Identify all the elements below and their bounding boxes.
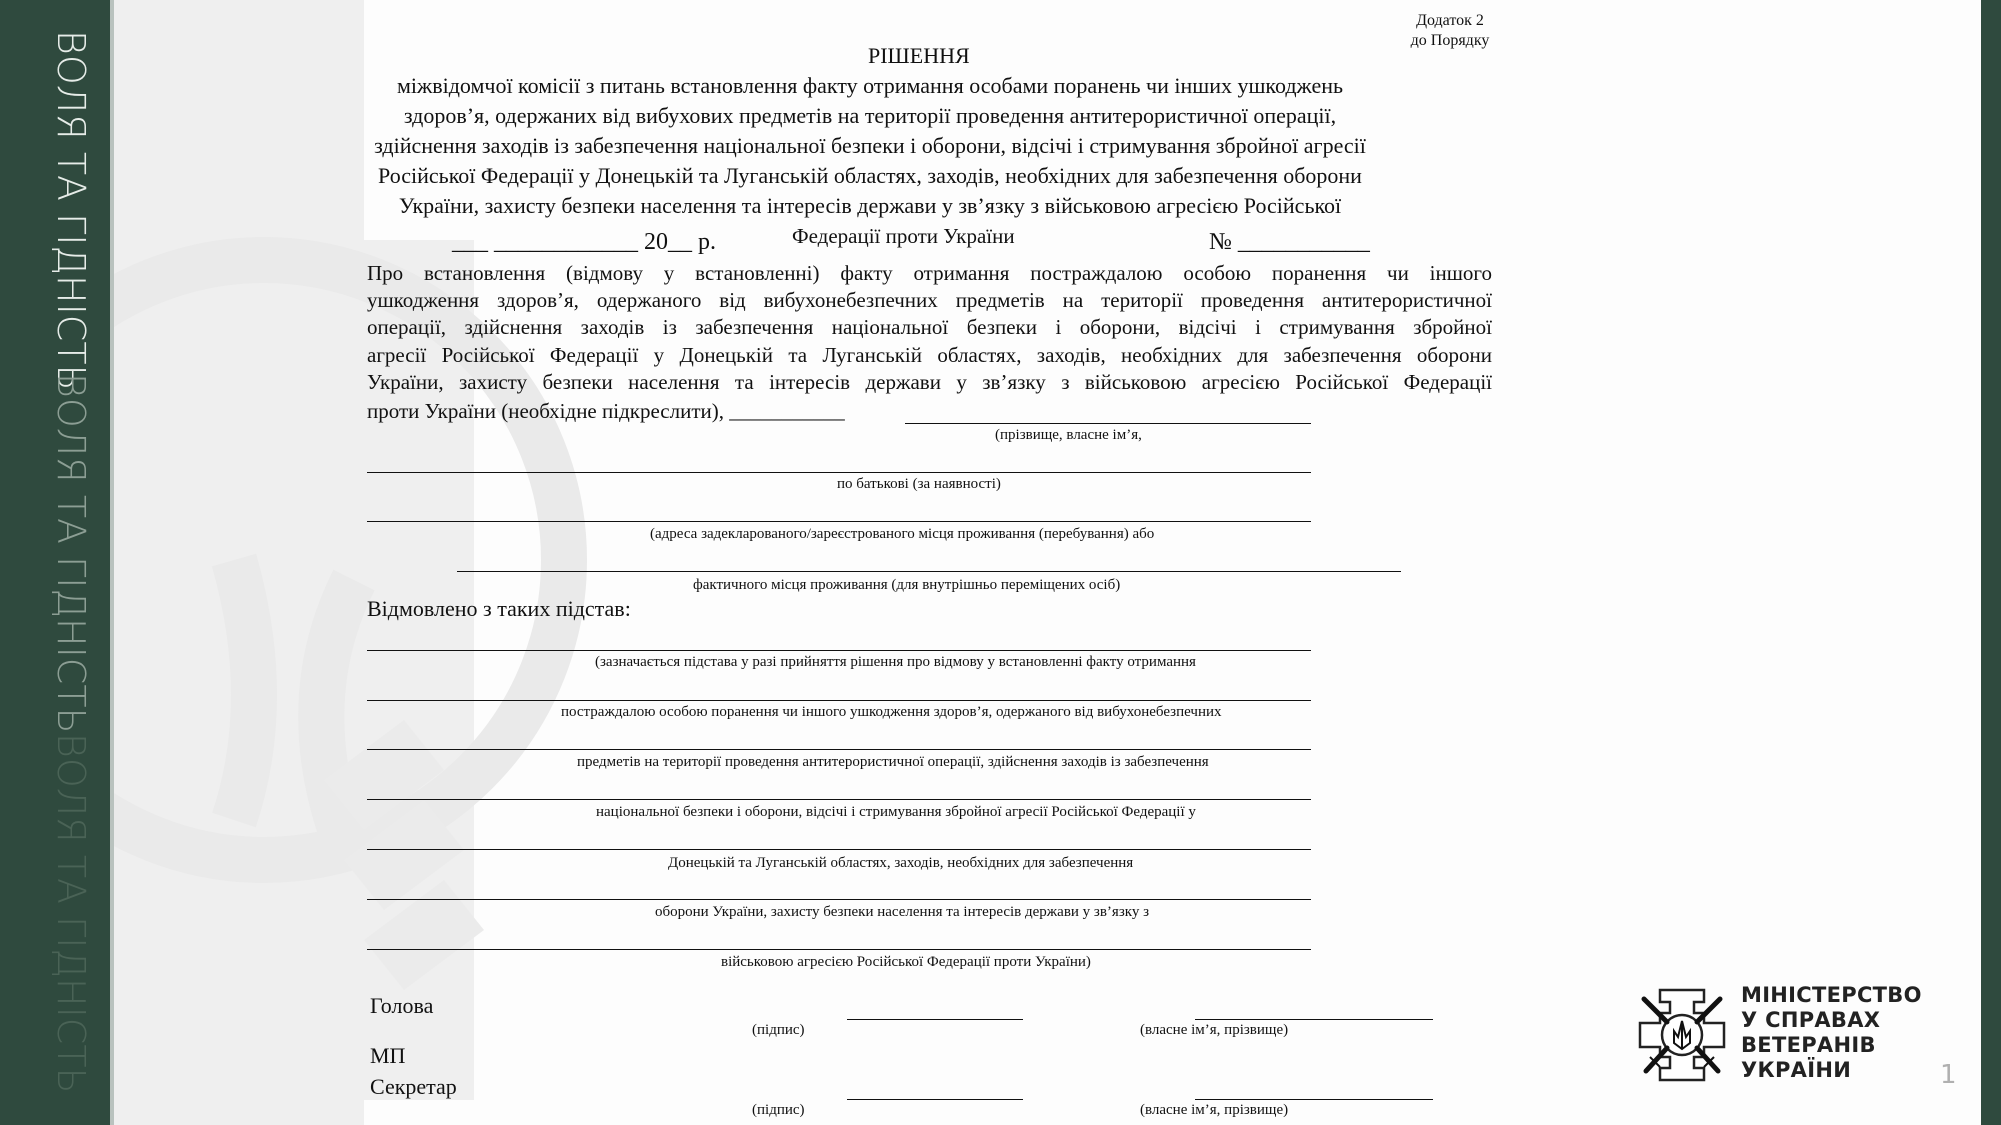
refusal-label: Відмовлено з таких підстав:	[367, 596, 631, 621]
signature-role: Секретар	[370, 1074, 457, 1099]
appendix-line: Додаток 2	[1416, 12, 1484, 29]
heading-line: України, захисту безпеки населення та інтересів держави у зв’язку з військовою агресією Російської	[398, 193, 1342, 218]
document-title: РІШЕННЯ	[868, 43, 970, 68]
logo-line: ВЕТЕРАНІВ	[1741, 1033, 1876, 1057]
refusal-reason-line[interactable]	[367, 949, 1311, 950]
name-caption: (власне ім’я, прізвище)	[1140, 1102, 1289, 1118]
name-caption: (власне ім’я, прізвище)	[1140, 1022, 1289, 1038]
appendix-note	[1400, 11, 1500, 51]
refusal-caption: Донецькій та Луганській областях, заходів, необхідних для забезпечення	[668, 855, 1134, 871]
refusal-caption: військовою агресією Російської Федерації проти України)	[721, 954, 1091, 970]
signature-role: Голова	[370, 993, 434, 1018]
name-line[interactable]	[1195, 1099, 1433, 1100]
signature-line[interactable]	[847, 1099, 1023, 1100]
field-caption: фактичного місця проживання (для внутрішньо переміщених осіб)	[693, 577, 1121, 593]
number-field[interactable]: № ___________	[1209, 229, 1370, 255]
refusal-caption: (зазначається підстава у разі прийняття рішення про відмову у встановленні факту отримання	[595, 654, 1196, 670]
logo-line: У СПРАВАХ	[1741, 1008, 1881, 1032]
refusal-caption: постраждалою особою поранення чи іншого ушкодження здоров’я, одержаного від вибухонебезпечних	[561, 704, 1222, 720]
ministry-emblem-icon	[1632, 985, 1732, 1085]
field-caption: по батькові (за наявності)	[837, 476, 1001, 492]
appendix-line: до Порядку	[1410, 32, 1490, 49]
heading-line: міжвідомчої комісії з питань встановлення факту отримання особами поранень чи інших ушкоджень	[396, 73, 1344, 98]
heading-line: Федерації проти України	[792, 224, 1015, 248]
slogan-text: ВОЛЯ ТА ГІДНІСТЬ	[49, 733, 93, 1094]
refusal-reason-line[interactable]	[367, 700, 1311, 701]
body-line: проти України (необхідне підкреслити), ___________	[367, 399, 845, 423]
body-line: агресії Російської Федерації у Донецькій та Луганській областях, заходів, необхідних для забезпечення оборони	[367, 343, 1492, 367]
signature-line[interactable]	[847, 1019, 1023, 1020]
slide-page-number: 1	[1940, 1060, 1957, 1090]
actual-address-input-line[interactable]	[457, 571, 1401, 572]
heading-line: Російської Федерації у Донецькій та Луганській областях, заходів, необхідних для забезпечення оборони	[378, 163, 1362, 188]
date-field[interactable]: ___ ____________ 20__ р.	[452, 229, 716, 255]
slogan-text: ВОЛЯ ТА ГІДНІСТЬ	[49, 373, 93, 734]
body-line: Про встановлення (відмову у встановленні) факту отримання постраждалою особою поранення чи іншого	[367, 261, 1492, 285]
ministry-logo-text	[1741, 983, 1922, 1083]
refusal-reason-line[interactable]	[367, 849, 1311, 850]
refusal-caption: предметів на території проведення антитерористичної операції, здійснення заходів із забезпечення	[577, 754, 1209, 770]
logo-line: МІНІСТЕРСТВО	[1741, 983, 1922, 1007]
signature-caption: (підпис)	[752, 1022, 805, 1038]
field-caption: (адреса задекларованого/зареєстрованого місця проживання (перебування) або	[650, 526, 1155, 542]
name-line[interactable]	[1195, 1019, 1433, 1020]
refusal-reason-line[interactable]	[367, 899, 1311, 900]
signature-caption: (підпис)	[752, 1102, 805, 1118]
refusal-reason-line[interactable]	[367, 749, 1311, 750]
refusal-caption: національної безпеки і оборони, відсічі і стримування збройної агресії Російської Федерації у	[596, 804, 1196, 820]
refusal-caption: оборони України, захисту безпеки населення та інтересів держави у зв’язку з	[655, 904, 1150, 920]
field-caption: (прізвище, власне ім’я,	[995, 427, 1142, 443]
body-line: операції, здійснення заходів із забезпечення національної безпеки і оборони, відсічі і стримування збройної	[367, 315, 1492, 339]
refusal-reason-line[interactable]	[367, 799, 1311, 800]
heading-line: здійснення заходів із забезпечення національної безпеки і оборони, відсічі і стримування збройної агресії	[374, 133, 1366, 158]
slogan-text: ВОЛЯ ТА ГІДНІСТЬ	[49, 30, 93, 391]
address-input-line[interactable]	[367, 521, 1311, 522]
logo-line: УКРАЇНИ	[1741, 1058, 1852, 1082]
body-line: ушкодження здоров’я, одержаного від вибухонебезпечних предметів на території проведення антитерористичної	[367, 288, 1492, 312]
body-line: України, захисту безпеки населення та інтересів держави у зв’язку з військовою агресією Російської Федерації	[367, 370, 1492, 394]
name-input-line[interactable]	[905, 423, 1311, 424]
patronymic-input-line[interactable]	[367, 472, 1311, 473]
refusal-reason-line[interactable]	[367, 650, 1311, 651]
seal-label: МП	[370, 1043, 406, 1068]
heading-line: здоров’я, одержаних від вибухових предметів на території проведення антитерористичної операції,	[403, 103, 1337, 128]
